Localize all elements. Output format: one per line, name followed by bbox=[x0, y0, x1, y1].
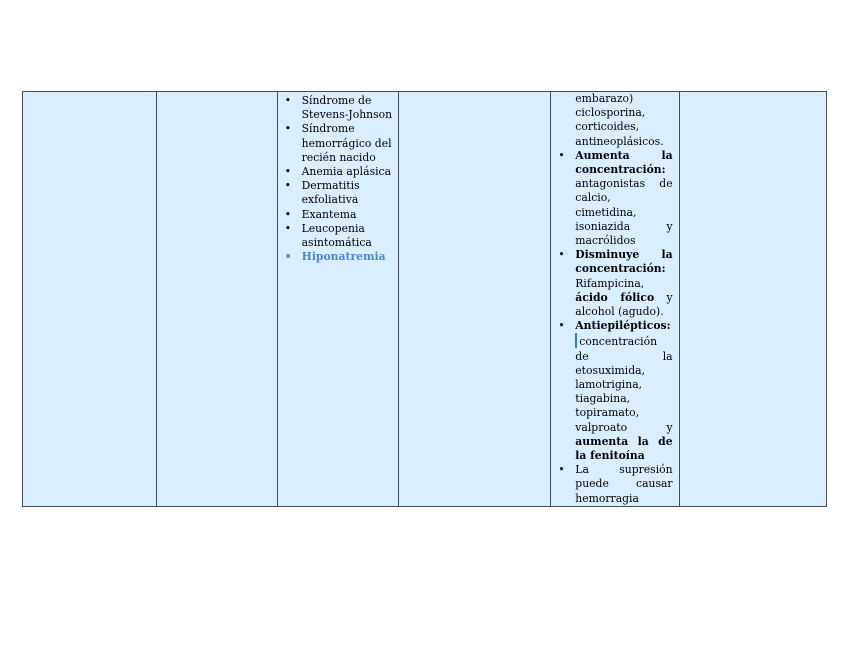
drug-info-table bbox=[22, 91, 827, 507]
list-item: • Anemia aplásica bbox=[278, 165, 398, 179]
list-item-antiepileptics: • Antiepilépticos: concentración de la etosuximida, lamotrigina, tiagabina, topiramato, valproato y aumenta la de la fenitoína bbox=[551, 319, 672, 463]
table-cell-2[interactable] bbox=[157, 92, 277, 507]
table-cell-interactions[interactable] bbox=[551, 92, 679, 507]
text-cursor-icon bbox=[575, 333, 577, 348]
table-cell-6[interactable] bbox=[679, 92, 826, 507]
list-item-decrease: • Disminuye la concentración: Rifampicina, ácido fólico y alcohol (agudo). bbox=[551, 248, 672, 319]
list-item-increase: • Aumenta la concentración: antagonistas de calcio, cimetidina, isoniazida y macrólidos bbox=[551, 149, 672, 248]
list-item-highlighted: • Hiponatremia bbox=[278, 250, 398, 264]
list-item: • Síndrome hemorrágico del recién nacido bbox=[278, 122, 398, 165]
table-row bbox=[23, 92, 827, 507]
table-cell-1[interactable] bbox=[23, 92, 157, 507]
continuation-text: embarazo) ciclosporina, corticoides, antineoplásicos. bbox=[575, 92, 664, 148]
table-cell-adverse-effects[interactable] bbox=[277, 92, 398, 507]
list-item-suppression: • La supresión puede causar hemorragia bbox=[551, 463, 672, 506]
list-item: • Síndrome de Stevens-Johnson bbox=[278, 94, 398, 122]
list-item: • Exantema bbox=[278, 208, 398, 222]
list-item: • Leucopenia asintomática bbox=[278, 222, 398, 250]
table-cell-4[interactable] bbox=[398, 92, 550, 507]
interactions-list bbox=[551, 149, 672, 506]
adverse-effects-list bbox=[278, 92, 398, 264]
list-item: • Dermatitis exfoliativa bbox=[278, 179, 398, 207]
